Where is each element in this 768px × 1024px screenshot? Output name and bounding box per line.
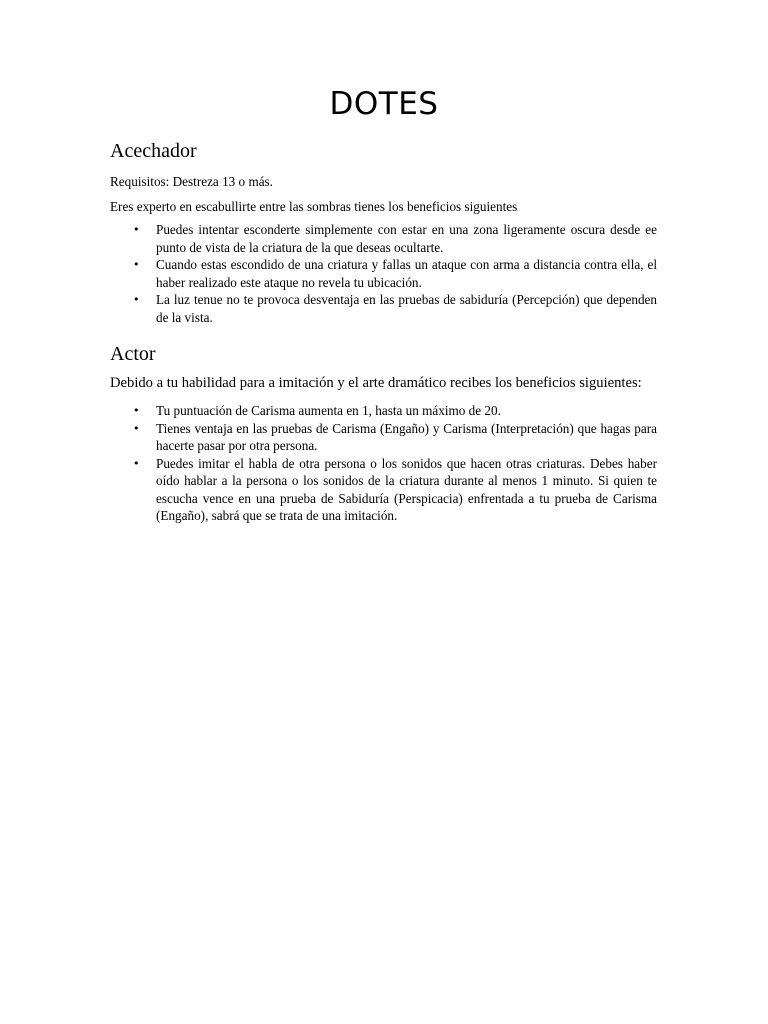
document-body bbox=[110, 136, 657, 525]
requirements-text: Requisitos: Destreza 13 o más. bbox=[110, 174, 273, 189]
bullet-icon: • bbox=[133, 223, 140, 236]
list-item bbox=[110, 455, 657, 525]
list-item-text: Puedes imitar el habla de otra persona o los sonidos que hacen otras criaturas. Debes haber oído hablar a la persona o los sonidos de la criatura durante al menos 1 minuto. Si quien te escucha vence en una prueba de Sabiduría (Perspicacia) enfrentada a tu prueba de Carisma (Engaño), sabrá que se trata de una imitación. bbox=[156, 455, 657, 523]
section-intro: Eres experto en escabullirte entre las sombras tienes los beneficios siguientes bbox=[110, 199, 518, 214]
page-title: DOTES bbox=[329, 86, 439, 122]
bullet-icon: • bbox=[133, 404, 140, 417]
bullet-icon: • bbox=[133, 258, 140, 271]
list-item-text: La luz tenue no te provoca desventaja en las pruebas de sabiduría (Percepción) que dependen de la vista. bbox=[156, 292, 657, 325]
list-item-text: Tienes ventaja en las pruebas de Carisma (Engaño) y Carisma (Interpretación) que hagas para hacerte pasar por otra persona. bbox=[156, 420, 657, 453]
section-actor bbox=[110, 340, 657, 525]
bullet-icon: • bbox=[133, 293, 140, 306]
list-item-text: Cuando estas escondido de una criatura y fallas un ataque con arma a distancia contra ella, el haber realizado este ataque no revela tu ubicación. bbox=[156, 257, 657, 290]
list-item-text: Puedes intentar esconderte simplemente con estar en una zona ligeramente oscura desde ee punto de vista de la criatura de la que deseas ocultarte. bbox=[156, 222, 657, 255]
list-item bbox=[110, 402, 657, 420]
list-item bbox=[110, 221, 657, 256]
list-item bbox=[110, 291, 657, 326]
bullet-icon: • bbox=[133, 456, 140, 470]
list-item-text: Tu puntuación de Carisma aumenta en 1, hasta un máximo de 20. bbox=[156, 403, 501, 418]
section-intro: Debido a tu habilidad para a imitación y el arte dramático recibes los beneficios siguientes: bbox=[110, 375, 642, 391]
section-acechador bbox=[110, 136, 657, 326]
list-item bbox=[110, 256, 657, 291]
bullet-list bbox=[110, 221, 657, 326]
section-heading: Actor bbox=[110, 343, 156, 365]
bullet-list bbox=[110, 402, 657, 525]
bullet-icon: • bbox=[133, 421, 140, 435]
section-heading: Acechador bbox=[110, 140, 197, 162]
list-item bbox=[110, 420, 657, 455]
